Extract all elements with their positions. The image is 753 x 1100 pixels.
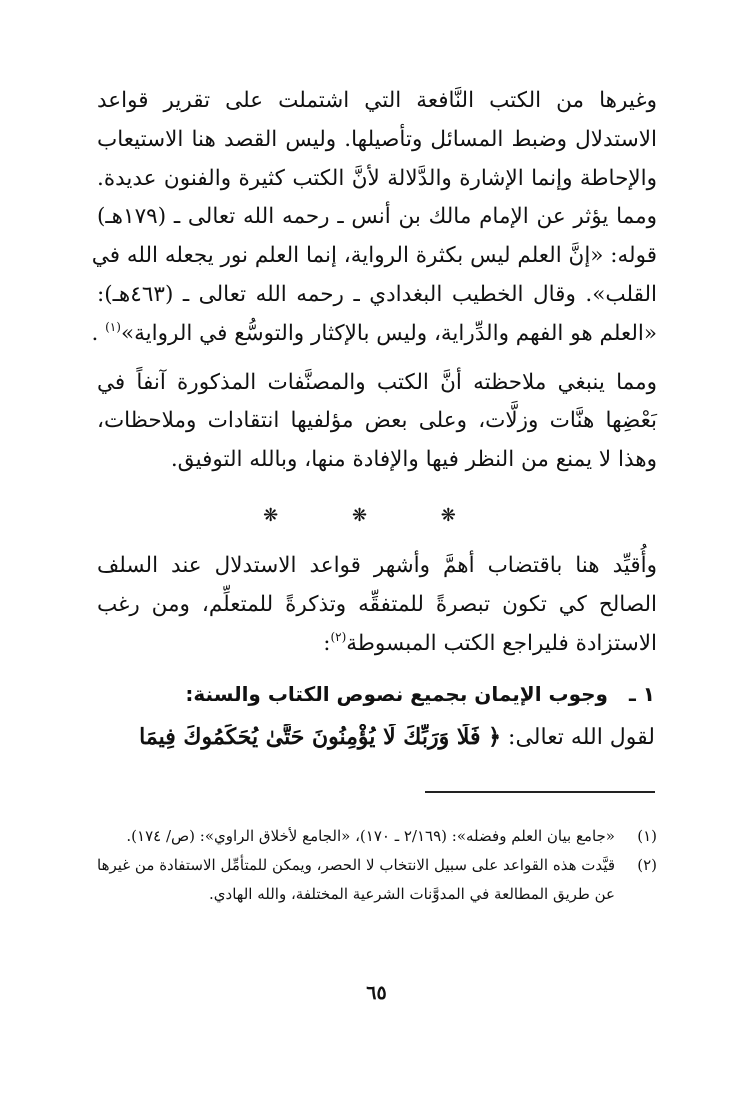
text-line: الصالح كي تكون تبصرةً للمتفقِّه وتذكرةً للمتعلِّم، ومن رغب — [97, 591, 657, 617]
quran-verse: ﴿ فَلَا وَرَبِّكَ لَا يُؤْمِنُونَ حَتَّىٰ يُحَكِّمُوكَ فِيمَا — [139, 724, 502, 750]
text-line: وأُقيِّد هنا باقتضاب أهمَّ وأشهر قواعد الاستدلال عند السلف — [97, 553, 657, 578]
section-heading — [185, 682, 655, 706]
footnote-2 — [97, 851, 657, 909]
footnote-text: «جامع بيان العلم وفضله»: (٢/١٦٩ ـ ١٧٠)، «الجامع لأخلاق الراوي»: (ص/ ١٧٤). — [126, 827, 615, 845]
line-text: الاستزادة فليراجع الكتب المبسوطة — [346, 630, 657, 656]
text-line: القلب». وقال الخطيب البغدادي ـ رحمه الله تعالى ـ (٤٦٣هـ): — [97, 281, 657, 307]
text-line: قوله: «إنَّ العلم ليس بكثرة الرواية، إنما العلم نور يجعله الله في — [91, 243, 657, 269]
text-line: ومما يؤثر عن الإمام مالك بن أنس ـ رحمه الله تعالى ـ (١٧٩هـ) — [97, 204, 657, 230]
text-line: «العلم هو الفهم والدِّراية، وليس بالإكثار والتوسُّع في الرواية»$^{(١)}$ . — [91, 319, 657, 346]
heading-number: ١ ـ — [628, 682, 655, 706]
quran-citation — [90, 724, 655, 750]
text-line: بَعْضِها هنَّات وزلَّات، وعلى بعض مؤلفيها انتقادات وملاحظات، — [97, 408, 657, 434]
text-line: وهذا لا يمنع من النظر فيها والإفادة منها، وبالله التوفيق. — [170, 447, 657, 473]
paragraph-2 — [97, 364, 657, 480]
footnote-1 — [97, 822, 657, 851]
footnote-text: قيَّدت هذه القواعد على سبيل الانتخاب لا الحصر، ويمكن للمتأمِّل الاستفادة من غيرها عن طريق المطالعة في المدوَّنات الشرعية المختلفة، والله الهادي. — [97, 856, 615, 903]
paragraph-1 — [91, 82, 657, 354]
footnotes — [97, 822, 657, 909]
page-number: ٦٥ — [366, 982, 387, 1004]
footnote-number: (١) — [637, 827, 657, 845]
heading-text: وجوب الإيمان بجميع نصوص الكتاب والسنة: — [185, 682, 608, 706]
quran-intro: لقول الله تعالى: — [501, 725, 655, 750]
text-line: ومما ينبغي ملاحظته أنَّ الكتب والمصنَّفات المذكورة آنفاً في — [97, 369, 657, 395]
section-separator: ❋ ❋ ❋ — [263, 505, 490, 526]
main-text — [91, 82, 657, 490]
text-line: الاستزادة فليراجع الكتب المبسوطة$^{(٢)}$: — [323, 629, 657, 656]
quote-text: «العلم هو الفهم والدِّراية، وليس بالإكثار والتوسُّع في الرواية» — [120, 320, 657, 346]
text-line: الاستدلال وضبط المسائل وتأصيلها. وليس القصد هنا الاستيعاب — [97, 126, 657, 152]
footnote-divider — [425, 791, 655, 793]
footnote-number: (٢) — [637, 856, 657, 874]
footnote-ref: (١) — [105, 319, 121, 334]
paragraph-3 — [97, 547, 657, 663]
footnote-ref: (٢) — [330, 629, 347, 644]
text-line: والإحاطة وإنما الإشارة والدَّلالة لأنَّ الكتب كثيرة والفنون عديدة. — [97, 165, 657, 191]
text-line: وغيرها من الكتب النَّافعة التي اشتملت على تقرير قواعد — [97, 88, 657, 113]
